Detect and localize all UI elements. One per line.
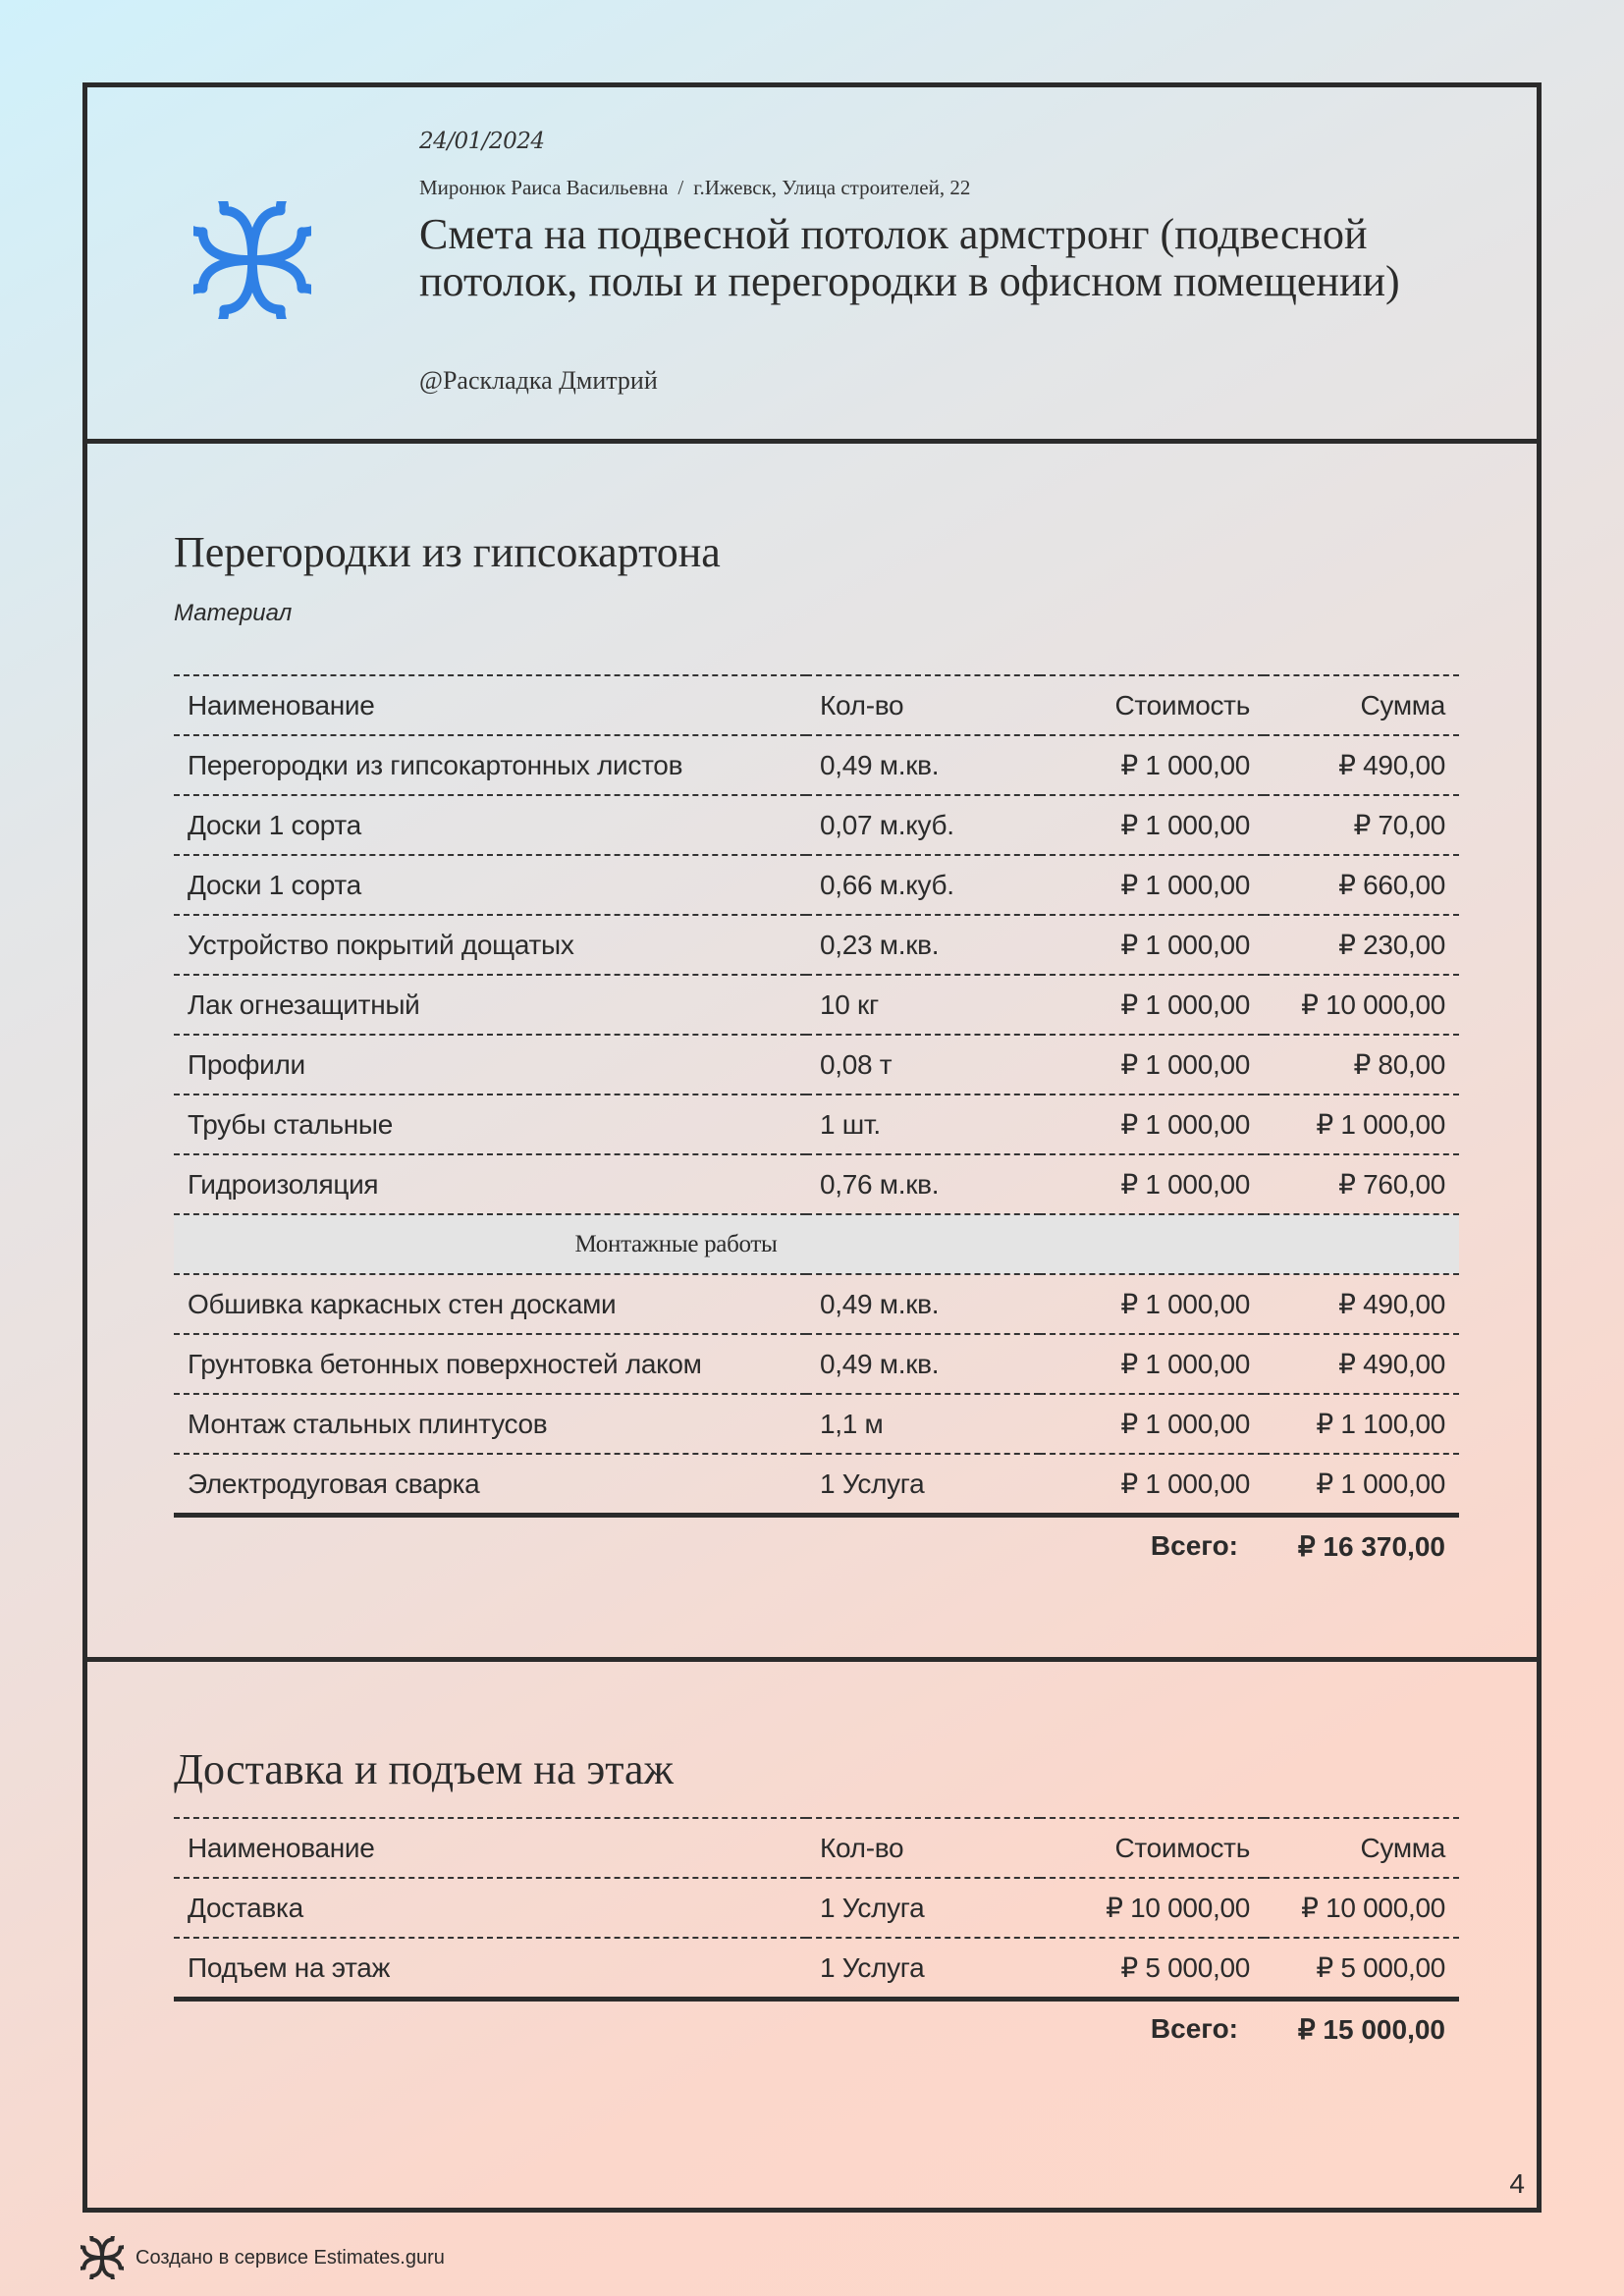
row-name: Монтаж стальных плинтусов [174, 1394, 806, 1454]
row-cost: ₽ 1 000,00 [1040, 1035, 1264, 1095]
table-row [174, 1938, 1459, 2000]
row-cost: ₽ 1 000,00 [1040, 1394, 1264, 1454]
section-subtitle: Материал [174, 600, 293, 626]
row-name: Доски 1 сорта [174, 855, 806, 915]
table-header-row [174, 1818, 1459, 1878]
row-cost: ₽ 1 000,00 [1040, 1334, 1264, 1394]
row-sum: ₽ 10 000,00 [1264, 975, 1459, 1035]
table-header-row [174, 675, 1459, 735]
row-sum: ₽ 70,00 [1264, 795, 1459, 855]
row-name: Устройство покрытий дощатых [174, 915, 806, 975]
client-separator: / [677, 176, 684, 199]
column-header-sum: Сумма [1264, 675, 1459, 735]
row-sum: ₽ 490,00 [1264, 735, 1459, 795]
estimate-date: 24/01/2024 [419, 129, 545, 154]
row-cost: ₽ 1 000,00 [1040, 1454, 1264, 1516]
column-header-cost: Стоимость [1040, 1818, 1264, 1878]
table-row [174, 1095, 1459, 1154]
column-header-qty: Кол-во [806, 675, 1040, 735]
row-name: Лак огнезащитный [174, 975, 806, 1035]
row-cost: ₽ 10 000,00 [1040, 1878, 1264, 1938]
row-qty: 1 Услуга [806, 1878, 1040, 1938]
total-label: Всего: [1150, 1530, 1238, 1561]
section-divider [87, 1657, 1537, 1662]
row-qty: 0,23 м.кв. [806, 915, 1040, 975]
row-name: Электродуговая сварка [174, 1454, 806, 1516]
table-row [174, 915, 1459, 975]
total-value: ₽ 15 000,00 [1297, 2014, 1445, 2045]
row-qty: 1,1 м [806, 1394, 1040, 1454]
table-row [174, 1334, 1459, 1394]
page-frame [82, 82, 1542, 2213]
column-header-name: Наименование [174, 675, 806, 735]
row-sum: ₽ 490,00 [1264, 1334, 1459, 1394]
footer-text: Создано в сервисе Estimates.guru [135, 2246, 445, 2269]
row-sum: ₽ 10 000,00 [1264, 1878, 1459, 1938]
row-qty: 0,07 м.куб. [806, 795, 1040, 855]
estimate-author: @Раскладка Дмитрий [419, 366, 658, 395]
table-row [174, 855, 1459, 915]
table-row [174, 795, 1459, 855]
total-label: Всего: [1150, 2013, 1238, 2044]
row-name: Доставка [174, 1878, 806, 1938]
table-row [174, 1454, 1459, 1516]
row-cost: ₽ 5 000,00 [1040, 1938, 1264, 2000]
row-sum: ₽ 1 000,00 [1264, 1095, 1459, 1154]
estimate-table-partitions [174, 674, 1459, 1518]
table-row [174, 1394, 1459, 1454]
table-row [174, 1154, 1459, 1214]
row-name: Обшивка каркасных стен досками [174, 1274, 806, 1334]
column-header-name: Наименование [174, 1818, 806, 1878]
section-title: Перегородки из гипсокартона [174, 528, 721, 576]
row-sum: ₽ 760,00 [1264, 1154, 1459, 1214]
row-cost: ₽ 1 000,00 [1040, 1095, 1264, 1154]
row-name: Гидроизоляция [174, 1154, 806, 1214]
row-qty: 1 Услуга [806, 1454, 1040, 1516]
total-value: ₽ 16 370,00 [1297, 1531, 1445, 1562]
footer [81, 2236, 445, 2279]
row-cost: ₽ 1 000,00 [1040, 855, 1264, 915]
row-cost: ₽ 1 000,00 [1040, 795, 1264, 855]
column-header-qty: Кол-во [806, 1818, 1040, 1878]
table-row [174, 1878, 1459, 1938]
row-cost: ₽ 1 000,00 [1040, 1154, 1264, 1214]
table-row [174, 735, 1459, 795]
table-row [174, 1035, 1459, 1095]
row-sum: ₽ 490,00 [1264, 1274, 1459, 1334]
row-qty: 0,49 м.кв. [806, 1274, 1040, 1334]
row-name: Грунтовка бетонных поверхностей лаком [174, 1334, 806, 1394]
row-name: Перегородки из гипсокартонных листов [174, 735, 806, 795]
row-cost: ₽ 1 000,00 [1040, 915, 1264, 975]
section-title: Доставка и подъем на этаж [174, 1745, 674, 1793]
row-name: Трубы стальные [174, 1095, 806, 1154]
row-cost: ₽ 1 000,00 [1040, 975, 1264, 1035]
column-header-cost: Стоимость [1040, 675, 1264, 735]
row-name: Подъем на этаж [174, 1938, 806, 2000]
table-row [174, 975, 1459, 1035]
table-row [174, 1274, 1459, 1334]
row-sum: ₽ 1 000,00 [1264, 1454, 1459, 1516]
estimate-title: Смета на подвесной потолок армстронг (подвесной потолок, полы и перегородки в офисном помещении) [419, 210, 1400, 305]
header-divider [87, 439, 1537, 444]
client-line [419, 176, 970, 200]
row-sum: ₽ 1 100,00 [1264, 1394, 1459, 1454]
estimates-logo-icon [81, 2236, 124, 2279]
row-name: Профили [174, 1035, 806, 1095]
row-sum: ₽ 5 000,00 [1264, 1938, 1459, 2000]
estimates-logo-icon [193, 201, 311, 319]
row-qty: 0,76 м.кв. [806, 1154, 1040, 1214]
row-qty: 0,49 м.кв. [806, 1334, 1040, 1394]
row-sum: ₽ 80,00 [1264, 1035, 1459, 1095]
row-cost: ₽ 1 000,00 [1040, 735, 1264, 795]
group-header-row [174, 1214, 1459, 1274]
row-qty: 0,66 м.куб. [806, 855, 1040, 915]
estimate-table-delivery [174, 1817, 1459, 2002]
row-cost: ₽ 1 000,00 [1040, 1274, 1264, 1334]
group-label: Монтажные работы [174, 1214, 1459, 1274]
row-qty: 0,08 т [806, 1035, 1040, 1095]
column-header-sum: Сумма [1264, 1818, 1459, 1878]
client-address: г.Ижевск, Улица строителей, 22 [693, 176, 971, 199]
page-number: 4 [1509, 2168, 1525, 2199]
row-sum: ₽ 230,00 [1264, 915, 1459, 975]
row-qty: 1 шт. [806, 1095, 1040, 1154]
client-name: Миронюк Раиса Васильевна [419, 176, 669, 199]
row-qty: 10 кг [806, 975, 1040, 1035]
row-sum: ₽ 660,00 [1264, 855, 1459, 915]
row-qty: 1 Услуга [806, 1938, 1040, 2000]
row-qty: 0,49 м.кв. [806, 735, 1040, 795]
row-name: Доски 1 сорта [174, 795, 806, 855]
